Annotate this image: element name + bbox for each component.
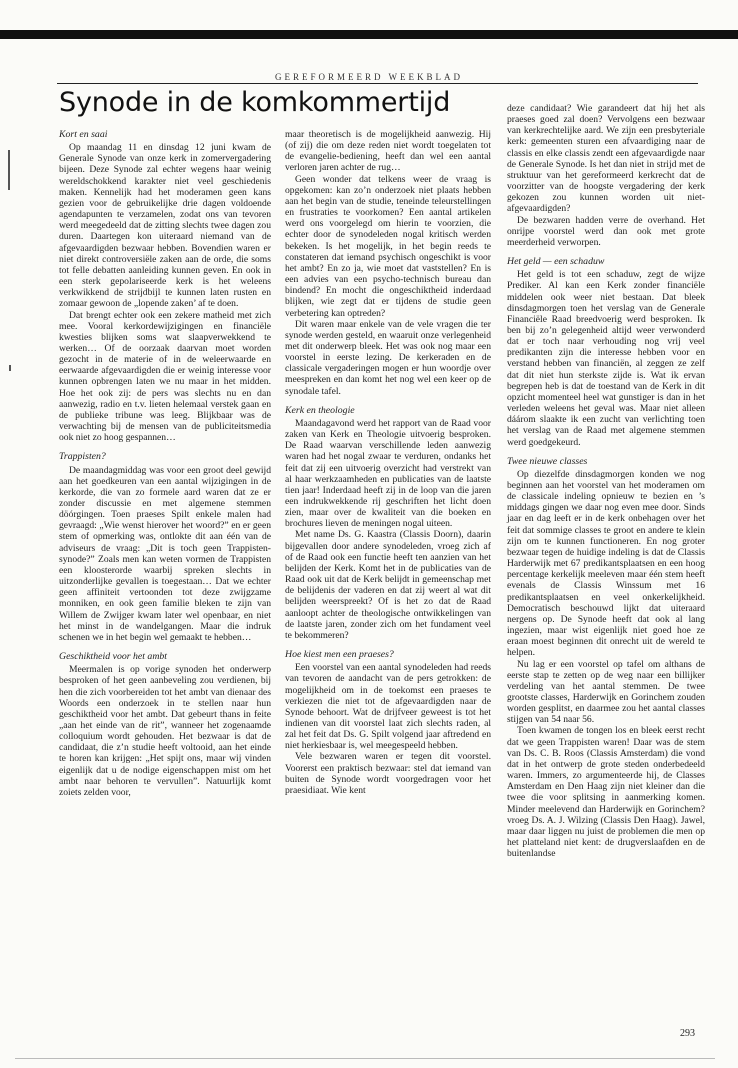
paragraph: maar theoretisch is de mogelijkheid aanwezig. Hij (of zij) die om deze reden niet wordt toegelaten tot de evangelie-bediening, heeft dan wel een aantal verloren jaren achter de rug… <box>285 129 491 174</box>
paragraph: Op diezelfde dinsdagmorgen konden we nog beginnen aan het voorstel van het moderamen om de classicale indeling opnieuw te bezien en ’s middags gingen we daar nog even mee door. Sinds jaar en dag leeft er in de kerk onbehagen over het feit dat sommige classes te groot en andere te klein zijn om te kunnen functioneren. En nog groter bezwaar tegen de huidige indeling is dat de Classis Harderwijk met 67 predikantsplaatsen en een hoog percentage kerkelijk meeleven maar één stem heeft evenals de Classis Winssum met 16 predikantsplaatsen en veel onkerkelijkheid. Democratisch beschouwd lijkt dat uiteraard nergens op. De Synode heeft dat ook al lang ingezien, maar wist eigenlijk niet goed hoe ze eraan moest beginnen dit onrecht uit de wereld te helpen. <box>507 468 705 659</box>
subheading-het-geld: Het geld — een schaduw <box>507 256 605 268</box>
paragraph: De bezwaren hadden verre de overhand. Het onrijpe voorstel werd dan ook met grote meerderheid verworpen. <box>507 214 705 248</box>
running-head: GEREFORMEERD WEEKBLAD <box>274 72 464 82</box>
top-black-bar <box>0 30 738 39</box>
column-3 <box>507 103 705 859</box>
page-number: 293 <box>680 1028 695 1039</box>
paragraph: Met name Ds. G. Kaastra (Classis Doorn), daarin bijgevallen door andere synodeleden, vroeg zich af of de Raad ook een functie heeft ten aanzien van het belijden der Kerk. Komt het in de publicaties van de Raad ook uit dat de Kerk belijdt in gemeenschap met de belijdenis der vaderen en dat zij weert al wat dit belijden weerspreekt? Of is het zo dat de Raad aanloopt achter de theologische ontwikkelingen van de laatste jaren, zonder zich om het fundament veel te bekommeren? <box>285 529 491 641</box>
paragraph: Het geld is tot een schaduw, zegt de wijze Prediker. Al kan een Kerk zonder financiële middelen ook weer niet bestaan. Dat bleek dinsdagmorgen toen het verslag van de Generale Financiële Raad breedvoerig werd besproken. Ik ben bij zo’n gelegenheid altijd weer verwonderd dat er toch naar verhouding nog vrij veel predikanten zijn die interesse hebben voor en verstand hebben van financiën, al zeggen ze zelf dat dit niet hun sterkste zijde is. Wat ik ervan begrepen heb is dat de toestand van de Kerk in dit opzicht momenteel heel wat gunstiger is dan in het verleden weleens het geval was. Maar niet alleen dáárom slaakte ik een zucht van verlichting toen het verslag van de Raad met algemene stemmen werd goedgekeurd. <box>507 269 705 448</box>
subheading-geschiktheid: Geschiktheid voor het ambt <box>59 651 168 663</box>
margin-mark <box>9 365 11 371</box>
paragraph: Nu lag er een voorstel op tafel om althans de eerste stap te zetten op de weg naar een billijker verdeling van het aantal stemmen. De twee grootste classes, Harderwijk en Gorinchem zouden worden gesplitst, en daarmee zou het aantal classes stijgen van 54 naar 56. <box>507 658 705 726</box>
paragraph: De maandagmiddag was voor een groot deel gewijd aan het goedkeuren van een aantal wijzigingen in de kerkorde, die van zo formele aard waren dat ze er zonder discussie en met algemene stemmen döórgingen. Toen praeses Spilt enkele malen had gevraagd: „Wie wenst hierover het woord?” en er geen stem of opmerking was, ontlokte dit aan één van de adviseurs de vraag: „Dit is toch geen Trappisten-synode?” Zoals men kan weten vormen de Trappisten een kloosterorde waarbij spreken slechts in uitzonderlijke gevallen is toegestaan… Dat we echter geen affiniteit vertoonden tot deze zwijgzame monniken, en ook geen familie bleken te zijn van Willem de Zwijger kwam later wel openbaar, en niet het minst in de wandelgangen. Maar die indruk schenen we in het begin wel gemaakt te hebben… <box>59 464 271 643</box>
paragraph: Meermalen is op vorige synoden het onderwerp besproken of het geen aanbeveling zou verdienen, bij hen die zich voorbereiden tot het ambt van dienaar des Woords een onderzoek in te stellen naar hun geschiktheid voor het ambt. Dat gebeurt thans in feite „aan het einde van de rit”, wanneer het zogenaamde colloquium wordt gehouden. Het bezwaar is dat de candidaat, die z’n studie heeft voltooid, aan het einde te horen kan krijgen: „Het spijt ons, maar wij vinden eigenlijk dat u de nodige eigenschappen mist om het ambt naar behoren te vervullen”. Natuurlijk komt zoiets zelden voor, <box>59 664 271 798</box>
subheading-twee-nieuwe-classes: Twee nieuwe classes <box>507 455 588 467</box>
paragraph: Toen kwamen de tongen los en bleek eerst recht dat we geen Trappisten waren! Daar was de stem van Ds. C. B. Roos (Classis Amsterdam) die vond dat in het ontwerp de grote steden onderbedeeld waren. Immers, zo argumenteerde hij, de Classes Amsterdam en Den Haag zijn niet kleiner dan die twee die voor splitsing in aanmerking komen. Minder meelevend dan Harderwijk en Gorinchem? vroeg Ds. A. J. Wilzing (Classis Den Haag). Jawel, maar daar liggen nu juist de problemen die men op het platteland niet kent: de drugverslaafden en de buitenlandse <box>507 725 705 860</box>
column-1 <box>59 129 271 798</box>
subheading-trappisten: Trappisten? <box>59 451 106 463</box>
paragraph: deze candidaat? Wie garandeert dat hij het als praeses goed zal doen? Vervolgens een bezwaar van kerkrechtelijke aard. We zijn een presbyteriale kerk: gemeenten sturen een afvaardiging naar de classis en elke classis zendt een afgevaardigde naar de Generale Synode. Is het dan niet in strijd met de struktuur van het gereformeerd kerkrecht dat de voorzitter van de hoogste vergadering der kerk gekozen zou kunnen worden uit niet-afgevaardigden? <box>507 103 705 215</box>
header-rule <box>57 83 698 84</box>
column-2 <box>285 129 491 796</box>
article-title: Synode in de komkommertijd <box>59 87 451 118</box>
paragraph: Dat brengt echter ook een zekere matheid met zich mee. Vooral kerkordewijzigingen en financiële kwesties blijken soms wat slaapverwekkend te werken… Of de oorzaak daarvan moet worden gezocht in de materie of in de weleerwaarde en eerwaarde afgevaardigden die er weinig interesse voor kunnen opbrengen laten we nu maar in het midden. Hoe het ook zij: de pers was slechts nu en dan aanwezig, radio en t.v. lieten helemaal verstek gaan en de publieke tribune was leeg. Blijkbaar was de verwachting bij de mensen van de publiciteitsmedia ook niet zo hoog gespannen… <box>59 309 271 444</box>
bottom-rule <box>15 1058 715 1059</box>
subheading-kort-en-saai: Kort en saai <box>59 129 108 140</box>
paragraph: Een voorstel van een aantal synodeleden had reeds van tevoren de aandacht van de pers getrokken: de mogelijkheid om in de toekomst een praeses te verkiezen die niet tot de afgevaardigden naar de Synode behoort. Wat de drijfveer geweest is tot het indienen van dit voorstel laat zich slechts raden, al zal het feit dat Ds. G. Spilt volgend jaar aftredend en niet herkiesbaar is, wel meegespeeld hebben. <box>285 662 491 752</box>
paragraph: Dit waren maar enkele van de vele vragen die ter synode werden gesteld, en waaruit onze verlegenheid met dit onderwerp bleek. Het was ook nog maar een voorstel in eerste lezing. De kerkeraden en de classicale vergaderingen mogen er hun woordje over meespreken en dan komt het nog wel een keer op de synodale tafel. <box>285 318 491 397</box>
paragraph: Maandagavond werd het rapport van de Raad voor zaken van Kerk en Theologie uitvoerig besproken. De Raad waarvan verschillende leden aanwezig waren had het nogal zwaar te verduren, ondanks het feit dat zij een uitvoerig overzicht had verstrekt van al haar werkzaamheden en publicaties van de laatste tien jaar! Inderdaad heeft zij in de loop van die jaren een indrukwekkende rij geschriften het licht doen zien, maar over de kwaliteit van die boeken en brochures lieven de meningen nogal uiteen. <box>285 417 491 530</box>
paragraph: Geen wonder dat telkens weer de vraag is opgekomen: kan zo’n onderzoek niet plaats hebben aan het begin van de studie, teneinde teleurstellingen en frustraties te voorkomen? Een aantal artikelen werd ons voorgelegd om hierin te voorzien, die echter door de synodeleden nogal kritisch werden bekeken. Is het mogelijk, in het begin reeds te constateren dat iemand psychisch ongeschikt is voor het ambt? En zo ja, wie moet dat vaststellen? En is een advies van een psycho-technisch bureau dan bindend? En mocht die ongeschiktheid inderdaad blijken, wie zegt dat er tijdens de studie geen verbetering kan optreden? <box>285 173 491 319</box>
paragraph: Vele bezwaren waren er tegen dit voorstel. Voorerst een praktisch bezwaar: stel dat iemand van buiten de Synode wordt voorgedragen voor het praesidiaat. Wie kent <box>285 751 491 796</box>
margin-mark <box>8 150 10 190</box>
subheading-praeses: Hoe kiest men een praeses? <box>285 649 394 661</box>
paragraph: Op maandag 11 en dinsdag 12 juni kwam de Generale Synode van onze kerk in zomervergadering bijeen. Deze Synode zal echter wegens haar weinig wereldschokkend karakter niet veel geschiedenis maken. Kennelijk had het moderamen geen kans gezien voor de gebruikelijke drie dagen voldoende agendapunten te verzamelen, zodat ons van tevoren werd meegedeeld dat de zitting slechts twee dagen zou duren. Daartegen kon uiteraard niemand van de afgevaardigden bezwaar hebben. Bovendien waren er niet direkt controversiële zaken aan de orde, die soms tot felle debatten aanleiding kunnen geven. En ook in een sterk gepolariseerde kerk is het weleens verkwikkend de strijdbijl te kunnen laten rusten en zomaar gewoon de „lopende zaken’ af te doen. <box>59 142 271 310</box>
subheading-kerk-en-theologie: Kerk en theologie <box>285 404 355 416</box>
